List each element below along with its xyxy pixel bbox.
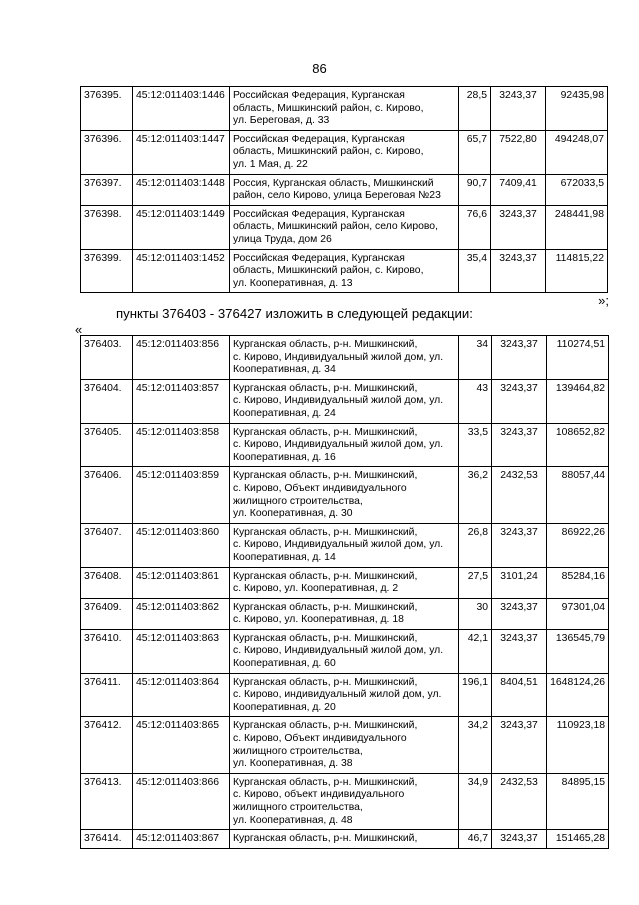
address-line: район, село Кирово, улица Береговая №23 [233,190,441,202]
address-cell [230,629,459,673]
address-line: с. Кирово, индивидуальный жилой дом, ул. [233,689,442,701]
row-number-cell: 376411. [81,673,133,717]
cadastral-number-cell: 45:12:011403:863 [133,629,230,673]
unit-price-cell: 7522,80 [491,130,546,174]
area-cell: 33,5 [459,423,492,467]
cadastral-number-cell: 45:12:011403:865 [133,717,230,773]
address-line: ул. 1 Мая, д. 22 [233,158,308,170]
address-line: Курганская область, р-н. Мишкинский, [233,833,418,845]
area-cell: 76,6 [459,205,491,249]
area-cell: 34 [459,336,492,380]
address-line: Кооперативная, д. 60 [233,658,336,670]
address-line: Российская Федерация, Курганская [233,252,405,264]
cadastral-number-cell: 45:12:011403:1448 [133,174,230,205]
table-row [81,673,609,717]
address-line: с. Кирово, Объект индивидуального [233,482,407,494]
address-line: Российская Федерация, Курганская [233,90,405,101]
address-line: ул. Кооперативная, д. 30 [233,508,353,520]
cadastral-value-cell: 136545,79 [547,629,609,673]
table-row [81,830,609,849]
cadastral-value-cell: 1648124,26 [547,673,609,717]
table-row [81,567,609,598]
address-cell [230,567,459,598]
cadastral-number-cell: 45:12:011403:867 [133,830,230,849]
address-line: Российская Федерация, Курганская [233,208,405,220]
address-line: Курганская область, р-н. Мишкинский, [233,426,418,438]
cadastral-number-cell: 45:12:011403:862 [133,598,230,629]
address-cell [230,423,459,467]
closing-quote: »; [598,293,609,308]
unit-price-cell: 3243,37 [491,205,546,249]
area-cell: 42,1 [459,629,492,673]
area-cell: 43 [459,379,492,423]
address-line: область, Мишкинский район, с. Кирово, [233,265,424,277]
address-cell [230,830,459,849]
address-line: с. Кирово, ул. Кооперативная, д. 18 [233,614,404,626]
area-cell: 196,1 [459,673,492,717]
cadastral-value-cell: 494248,07 [546,130,608,174]
address-line: Курганская область, р-н. Мишкинский, [233,339,418,350]
cadastral-number-cell: 45:12:011403:861 [133,567,230,598]
address-line: Курганская область, р-н. Мишкинский, [233,776,418,788]
address-line: улица Труда, дом 26 [233,233,332,245]
address-cell [230,379,459,423]
registry-table-one [80,86,608,293]
table-row [81,598,609,629]
table-row [81,523,609,567]
cadastral-value-cell: 672033,5 [546,174,608,205]
cadastral-number-cell: 45:12:011403:1447 [133,130,230,174]
address-line: жилищного строительства, [233,495,363,507]
table-row [81,87,608,131]
row-number-cell: 376406. [81,467,133,523]
unit-price-cell: 3243,37 [492,830,547,849]
address-line: с. Кирово, Индивидуальный жилой дом, ул. [233,645,444,657]
address-cell [230,205,459,249]
cadastral-value-cell: 151465,28 [547,830,609,849]
row-number-cell: 376409. [81,598,133,629]
table-row [81,336,609,380]
cadastral-value-cell: 97301,04 [547,598,609,629]
address-line: ул. Кооперативная, д. 13 [233,277,353,289]
amendment-instruction: пункты 376403 - 376427 изложить в следующей редакции: [116,306,473,321]
address-line: Кооперативная, д. 24 [233,407,336,419]
address-cell [230,773,459,829]
unit-price-cell: 8404,51 [492,673,547,717]
address-line: Россия, Курганская область, Мишкинский [233,177,434,189]
area-cell: 35,4 [459,249,491,293]
address-line: Курганская область, р-н. Мишкинский, [233,570,418,582]
address-line: Курганская область, р-н. Мишкинский, [233,676,418,688]
row-number-cell: 376413. [81,773,133,829]
cadastral-value-cell: 85284,16 [547,567,609,598]
row-number-cell: 376395. [81,87,133,131]
unit-price-cell: 2432,53 [492,467,547,523]
row-number-cell: 376408. [81,567,133,598]
cadastral-number-cell: 45:12:011403:858 [133,423,230,467]
address-cell [230,467,459,523]
cadastral-number-cell: 45:12:011403:1452 [133,249,230,293]
address-cell [230,130,459,174]
address-line: Кооперативная, д. 20 [233,701,336,713]
address-line: Курганская область, р-н. Мишкинский, [233,720,418,732]
unit-price-cell: 3243,37 [492,379,547,423]
table-row [81,205,608,249]
registry-table-two [80,335,609,849]
cadastral-value-cell: 110274,51 [547,336,609,380]
table-row [81,130,608,174]
address-line: с. Кирово, ул. Кооперативная, д. 2 [233,583,399,595]
row-number-cell: 376403. [81,336,133,380]
cadastral-value-cell: 108652,82 [547,423,609,467]
address-cell [230,598,459,629]
address-line: Кооперативная, д. 14 [233,551,336,563]
cadastral-value-cell: 139464,82 [547,379,609,423]
row-number-cell: 376397. [81,174,133,205]
address-line: Кооперативная, д. 16 [233,451,336,463]
area-cell: 30 [459,598,492,629]
area-cell: 34,9 [459,773,492,829]
table-row [81,174,608,205]
table-row [81,423,609,467]
address-line: с. Кирово, Индивидуальный жилой дом, ул. [233,351,444,363]
address-cell [230,336,459,380]
cadastral-number-cell: 45:12:011403:866 [133,773,230,829]
address-line: с. Кирово, объект индивидуального [233,789,405,801]
address-line: Курганская область, р-н. Мишкинский, [233,632,418,644]
row-number-cell: 376412. [81,717,133,773]
address-line: область, Мишкинский район, с. Кирово, [233,146,424,158]
address-line: ул. Кооперативная, д. 38 [233,758,353,770]
row-number-cell: 376405. [81,423,133,467]
area-cell: 34,2 [459,717,492,773]
cadastral-value-cell: 88057,44 [547,467,609,523]
address-line: с. Кирово, Индивидуальный жилой дом, ул. [233,539,444,551]
area-cell: 28,5 [459,87,491,131]
page-number: 86 [312,61,327,76]
area-cell: 65,7 [459,130,491,174]
address-cell [230,717,459,773]
table-row [81,467,609,523]
unit-price-cell: 3243,37 [492,629,547,673]
address-line: ул. Кооперативная, д. 48 [233,814,353,826]
address-line: область, Мишкинский район, село Кирово, [233,221,438,233]
area-cell: 46,7 [459,830,492,849]
address-line: Кооперативная, д. 34 [233,364,336,376]
address-line: Курганская область, р-н. Мишкинский, [233,601,418,613]
row-number-cell: 376399. [81,249,133,293]
address-line: с. Кирово, Индивидуальный жилой дом, ул. [233,395,444,407]
opening-quote: « [75,322,83,337]
unit-price-cell: 2432,53 [492,773,547,829]
cadastral-number-cell: 45:12:011403:864 [133,673,230,717]
address-cell [230,87,459,131]
cadastral-value-cell: 92435,98 [546,87,608,131]
cadastral-number-cell: 45:12:011403:859 [133,467,230,523]
address-cell [230,174,459,205]
cadastral-number-cell: 45:12:011403:860 [133,523,230,567]
address-line: ул. Береговая, д. 33 [233,115,330,127]
row-number-cell: 376410. [81,629,133,673]
area-cell: 90,7 [459,174,491,205]
address-line: Курганская область, р-н. Мишкинский, [233,470,418,482]
area-cell: 36,2 [459,467,492,523]
unit-price-cell: 3243,37 [491,87,546,131]
unit-price-cell: 7409,41 [491,174,546,205]
cadastral-value-cell: 248441,98 [546,205,608,249]
unit-price-cell: 3243,37 [491,249,546,293]
table-row [81,773,609,829]
unit-price-cell: 3243,37 [492,336,547,380]
cadastral-number-cell: 45:12:011403:1449 [133,205,230,249]
cadastral-value-cell: 110923,18 [547,717,609,773]
cadastral-number-cell: 45:12:011403:1446 [133,87,230,131]
row-number-cell: 376404. [81,379,133,423]
address-line: область, Мишкинский район, с. Кирово, [233,102,424,114]
address-cell [230,523,459,567]
address-cell [230,673,459,717]
address-cell [230,249,459,293]
unit-price-cell: 3101,24 [492,567,547,598]
address-line: Курганская область, р-н. Мишкинский, [233,382,418,394]
row-number-cell: 376407. [81,523,133,567]
table-row [81,379,609,423]
cadastral-number-cell: 45:12:011403:856 [133,336,230,380]
cadastral-value-cell: 114815,22 [546,249,608,293]
row-number-cell: 376414. [81,830,133,849]
address-line: с. Кирово, Объект индивидуального [233,733,407,745]
unit-price-cell: 3243,37 [492,423,547,467]
area-cell: 27,5 [459,567,492,598]
cadastral-number-cell: 45:12:011403:857 [133,379,230,423]
address-line: Курганская область, р-н. Мишкинский, [233,526,418,538]
unit-price-cell: 3243,37 [492,598,547,629]
table-row [81,717,609,773]
unit-price-cell: 3243,37 [492,523,547,567]
unit-price-cell: 3243,37 [492,717,547,773]
address-line: жилищного строительства, [233,802,363,813]
row-number-cell: 376396. [81,130,133,174]
address-line: жилищного строительства, [233,745,363,757]
table-row [81,629,609,673]
address-line: Российская Федерация, Курганская [233,133,405,145]
table-row [81,249,608,293]
area-cell: 26,8 [459,523,492,567]
cadastral-value-cell: 86922,26 [547,523,609,567]
row-number-cell: 376398. [81,205,133,249]
cadastral-value-cell: 84895,15 [547,773,609,829]
address-line: с. Кирово, Индивидуальный жилой дом, ул. [233,439,444,451]
